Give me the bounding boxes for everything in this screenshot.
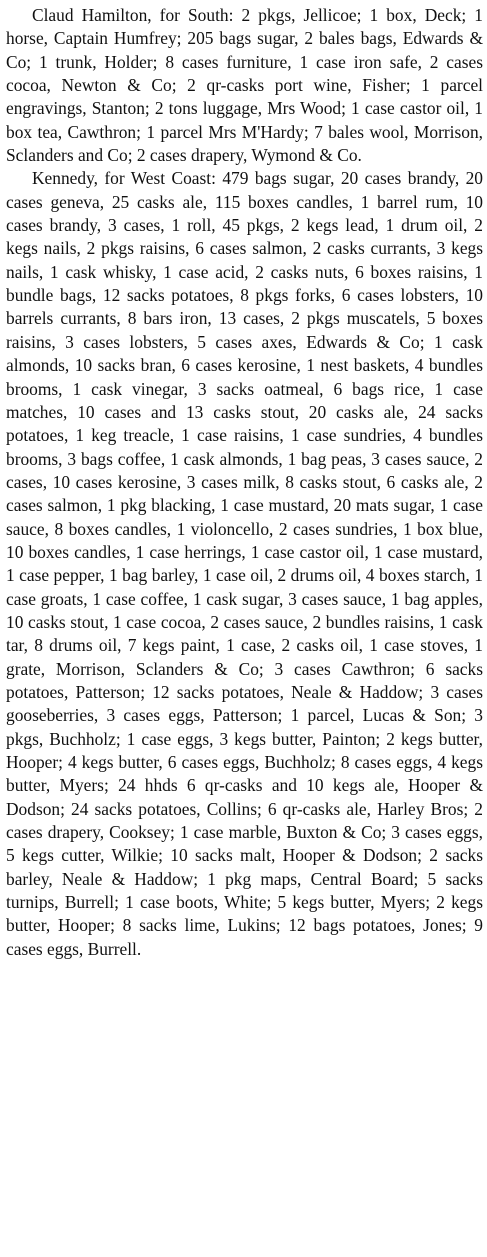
shipping-paragraph-kennedy: Kennedy, for West Coast: 479 bags sugar, 20 cases brandy, 20 cases geneva, 25 casks ale, 115 boxes candles, 1 barrel rum, 10 cases brandy, 3 cases, 1 roll, 45 pkgs, 2 kegs lead, 1 drum oil, 2 kegs nails, 2 pkgs raisins, 6 cases salmon, 2 casks currants, 3 kegs nails, 1 cask whisky, 1 case acid, 2 casks nuts, 6 boxes raisins, 1 bundle bags, 12 sacks potatoes, 8 pkgs forks, 6 cases lobsters, 10 barrels currants, 8 bars iron, 13 cases, 2 pkgs muscatels, 5 boxes raisins, 3 cases lobsters, 5 cases axes, Edwards & Co; 1 cask almonds, 10 sacks bran, 6 cases kerosine, 1 nest baskets, 4 bundles brooms, 1 cask vinegar, 3 sacks oatmeal, 6 bags rice, 1 case matches, 10 cases and 13 casks stout, 20 casks ale, 24 sacks potatoes, 1 keg treacle, 1 case raisins, 1 case sundries, 4 bundles brooms, 3 bags coffee, 1 cask almonds, 1 bag peas, 3 cases sauce, 2 cases, 10 cases kerosine, 3 cases milk, 8 casks stout, 6 casks ale, 2 cases salmon, 1 pkg blacking, 1 case mustard, 20 mats sugar, 1 case sauce, 8 boxes candles, 1 violoncello, 2 cases sundries, 1 box blue, 10 boxes candles, 1 case herrings, 1 case castor oil, 1 case mustard, 1 case pepper, 1 bag barley, 1 case oil, 2 drums oil, 4 boxes starch, 1 case groats, 1 case coffee, 1 cask sugar, 3 cases sauce, 1 bag apples, 10 casks stout, 1 case cocoa, 2 cases sauce, 2 bundles raisins, 1 cask tar, 8 drums oil, 7 kegs paint, 1 case, 2 casks oil, 1 case stoves, 1 grate, Morrison, Sclanders & Co; 3 cases Cawthron; 6 sacks potatoes, Patterson; 12 sacks potatoes, Neale & Haddow; 3 cases gooseberries, 3 cases eggs, Patterson; 1 parcel, Lucas & Son; 3 pkgs, Buchholz; 1 case eggs, 3 kegs butter, Painton; 2 kegs butter, Hooper; 4 kegs butter, 6 cases eggs, Buchholz; 8 cases eggs, 4 kegs butter, Myers; 24 hhds 6 qr-casks and 10 kegs ale, Hooper & Dodson; 24 sacks potatoes, Collins; 6 qr-casks ale, Harley Bros; 2 cases drapery, Cooksey; 1 case marble, Buxton & Co; 3 cases eggs, 5 kegs cutter, Wilkie; 10 sacks malt, Hooper & Dodson; 2 sacks barley, Neale & Haddow; 1 pkg maps, Central Board; 5 sacks turnips, Burrell; 1 case boots, White; 5 kegs butter, Myers; 2 kegs butter, Hooper; 8 sacks lime, Lukins; 12 bags potatoes, Jones; 9 cases eggs, Burrell.: [6, 168, 483, 959]
shipping-paragraph-claud-hamilton: Claud Hamilton, for South: 2 pkgs, Jellicoe; 1 box, Deck; 1 horse, Captain Humfrey; 205 bags sugar, 2 bales bags, Edwards & Co; 1 trunk, Holder; 8 cases furniture, 1 case iron safe, 2 cases cocoa, Newton & Co; 2 qr-casks port wine, Fisher; 1 parcel engravings, Stanton; 2 tons luggage, Mrs Wood; 1 case castor oil, 1 box tea, Cawthron; 1 parcel Mrs M'Hardy; 7 bales wool, Morrison, Sclanders and Co; 2 cases drapery, Wymond & Co.: [6, 5, 483, 166]
